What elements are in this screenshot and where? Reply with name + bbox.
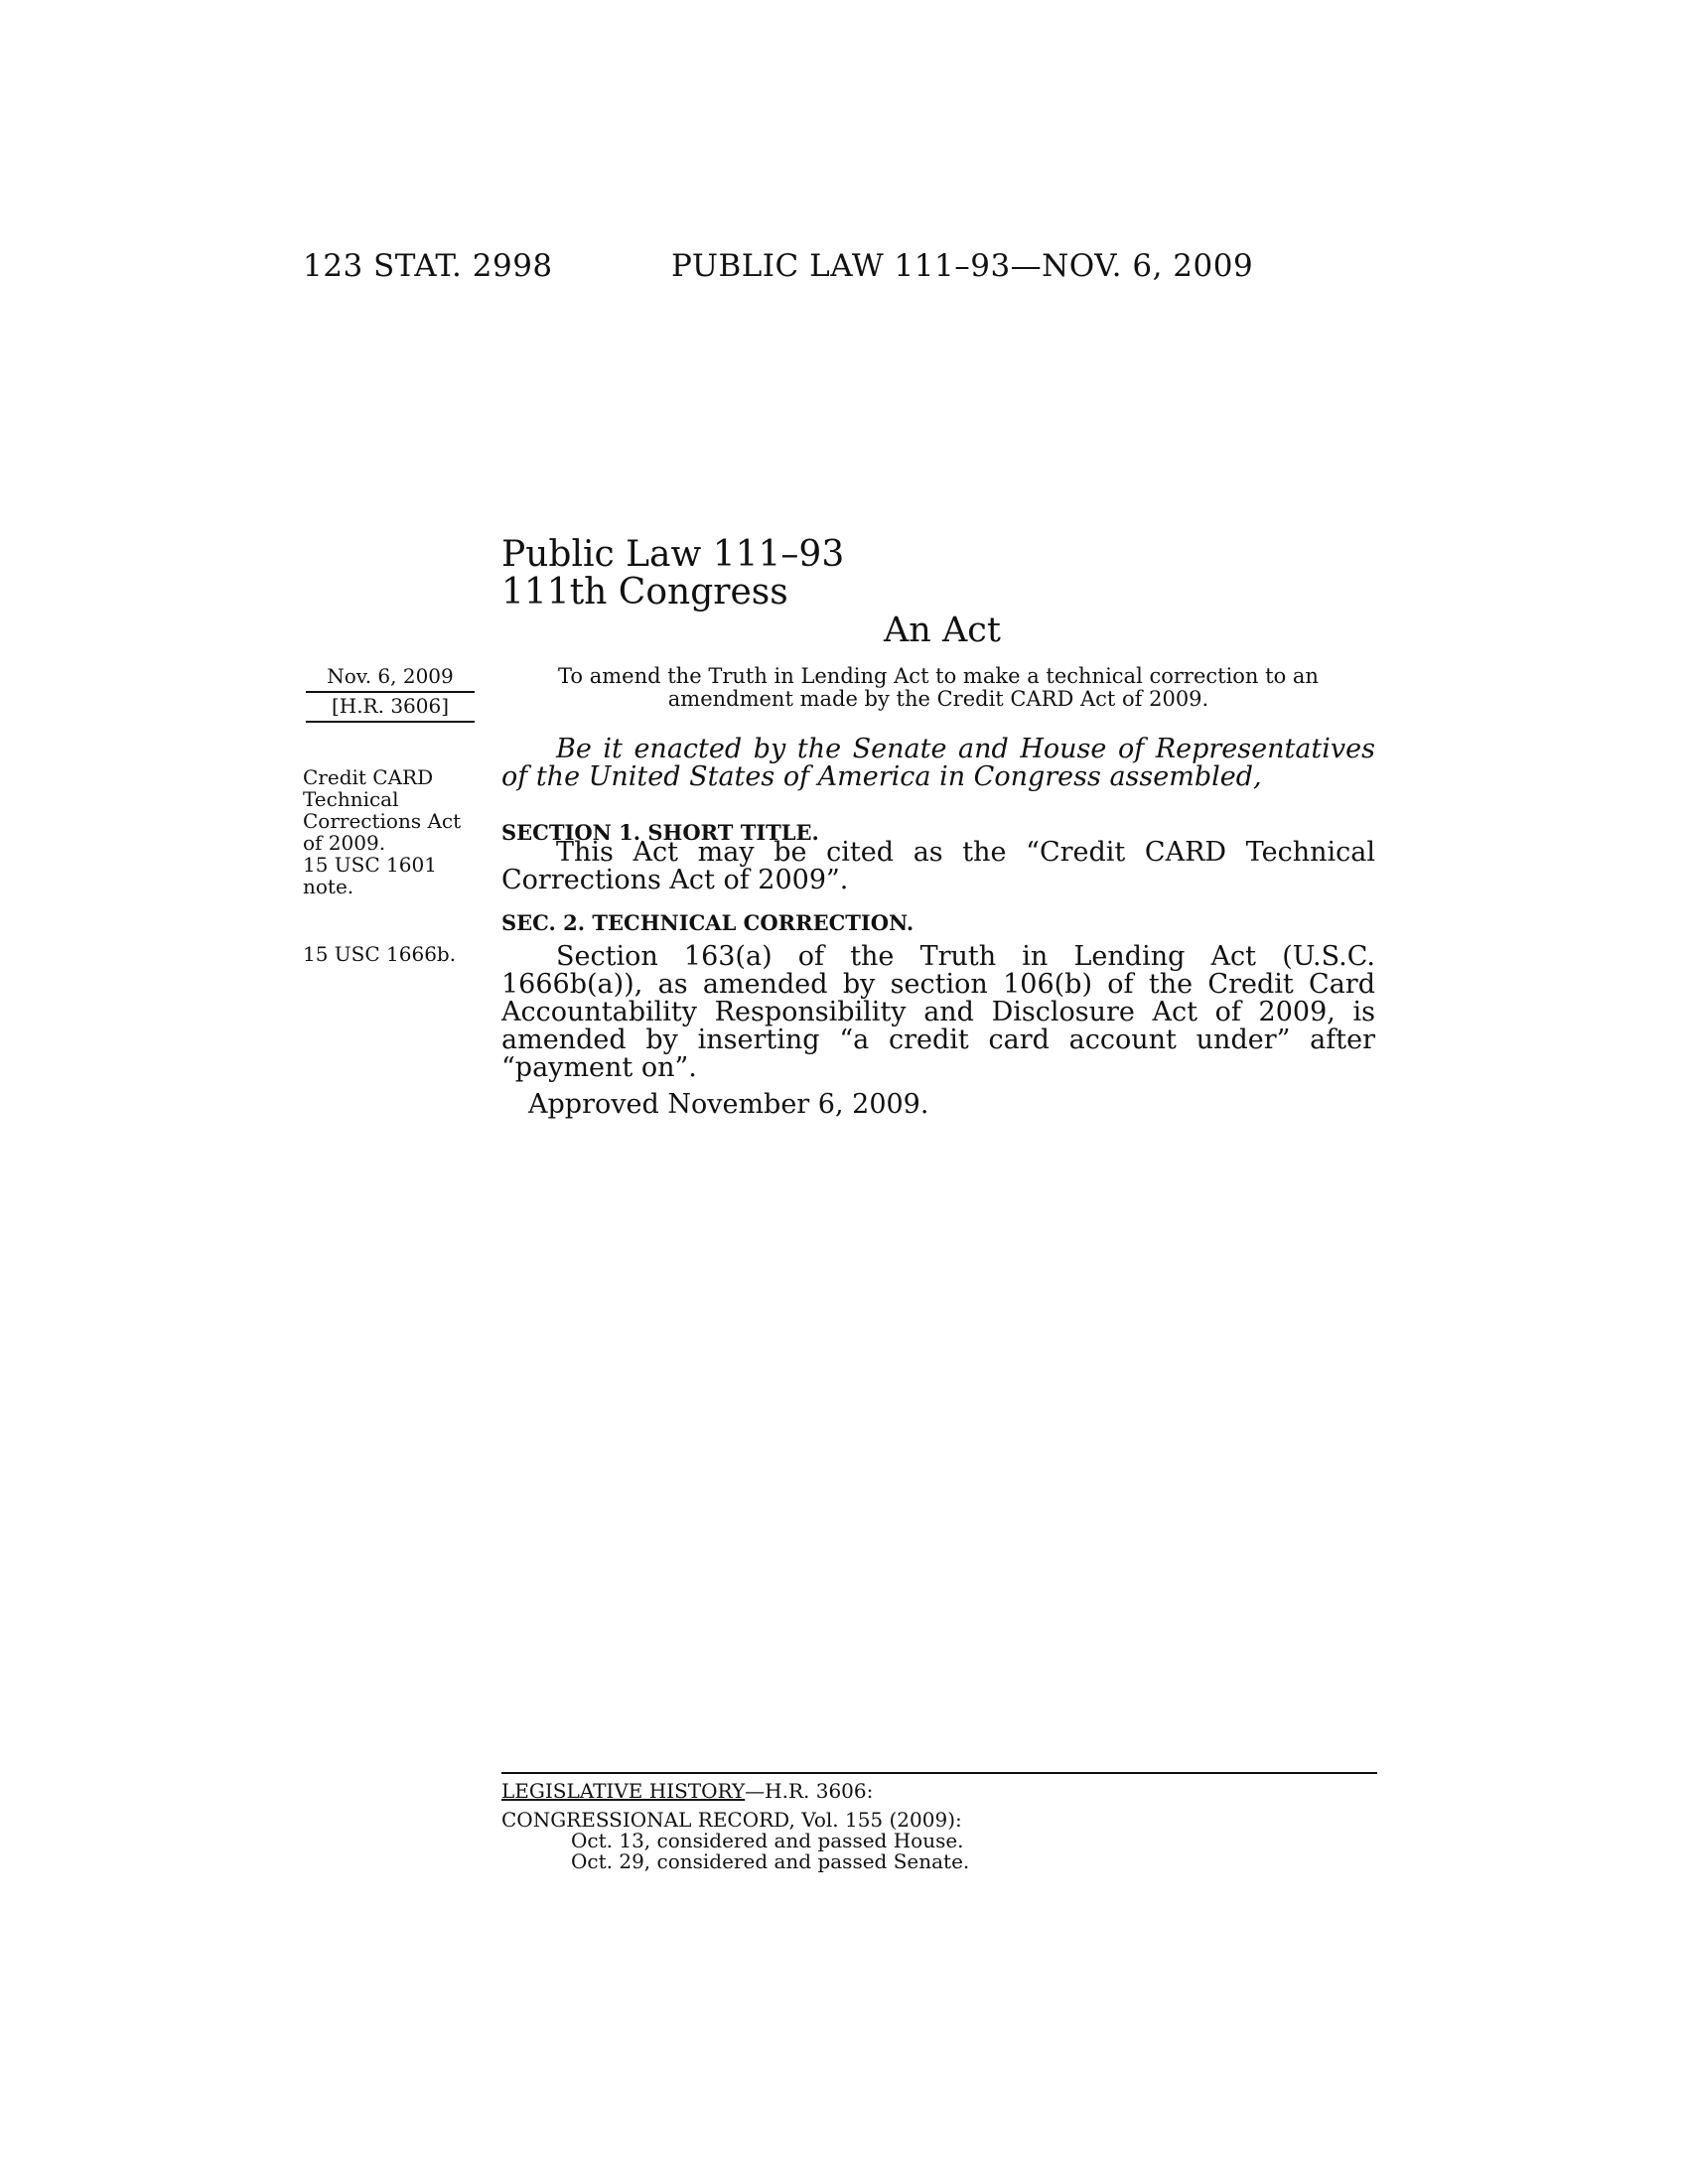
margin-bill-number: [H.R. 3606] — [306, 695, 475, 723]
history-entry: Oct. 29, considered and passed Senate. — [571, 1849, 970, 1873]
margin-note-line: note. — [303, 875, 354, 898]
approval-date: Approved November 6, 2009. — [528, 1089, 929, 1120]
legislative-history-bill: —H.R. 3606: — [745, 1779, 874, 1803]
act-heading: An Act — [884, 611, 1001, 650]
legislative-history-heading — [501, 1780, 873, 1802]
law-title: Public Law 111–93 — [501, 534, 845, 575]
history-entry: Oct. 13, considered and passed House. — [571, 1829, 964, 1852]
margin-note-line: Corrections Act — [303, 809, 462, 833]
margin-short-title-note — [303, 766, 461, 897]
margin-note-line: of 2009. — [303, 831, 386, 855]
section-1-heading: SECTION 1. SHORT TITLE. — [501, 820, 819, 845]
margin-note-line: Technical — [303, 787, 399, 811]
margin-usc-note: 15 USC 1666b. — [303, 942, 457, 966]
section-2-heading: SEC. 2. TECHNICAL CORRECTION. — [501, 910, 914, 935]
page-citation: 123 STAT. 2998 — [303, 248, 553, 284]
act-purpose: To amend the Truth in Lending Act to make a technical correction to an amendment made by the Credit CARD Act of 2009. — [558, 664, 1319, 711]
margin-date: Nov. 6, 2009 — [306, 665, 475, 693]
congressional-record: CONGRESSIONAL RECORD, Vol. 155 (2009): — [501, 1808, 962, 1832]
running-head-title: PUBLIC LAW 111–93—NOV. 6, 2009 — [671, 248, 1254, 284]
history-divider — [501, 1772, 1377, 1774]
enacting-clause: Be it enacted by the Senate and House of Representatives of the United States of America in Congress assembled, — [501, 734, 1375, 792]
congress-label: 111th Congress — [501, 572, 788, 613]
section-2-text: Section 163(a) of the Truth in Lending Act (U.S.C. 1666b(a)), as amended by section 106(b) of the Credit Card Accountability Responsibility and Disclosure Act of 2009, is amended by inserting “a credit card account under” after “payment on”. — [501, 941, 1375, 1083]
section-1-text: This Act may be cited as the “Credit CARD Technical Corrections Act of 2009”. — [501, 837, 1375, 895]
margin-note-line: 15 USC 1601 — [303, 853, 437, 877]
margin-note-line: Credit CARD — [303, 765, 434, 789]
legislative-history-label: LEGISLATIVE HISTORY — [501, 1779, 746, 1803]
